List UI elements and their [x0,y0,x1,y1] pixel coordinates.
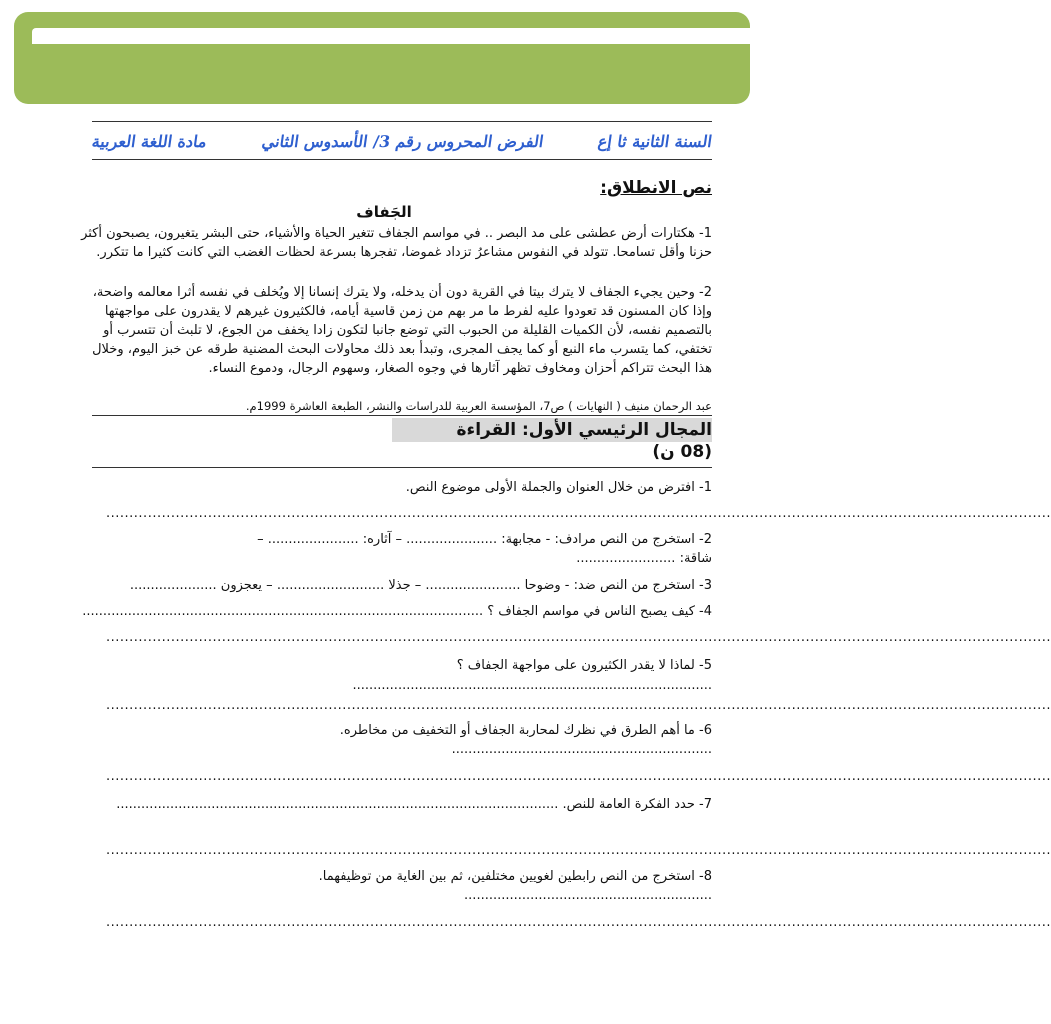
question-8: 8- استخرج من النص رابطين لغويين مختلفين، ثم بين الغاية من توظيفهما. ............................................................ [318,869,712,903]
question-3: 3- استخرج من النص ضد: - وضوحا ....................... – جذلا .......................... – يعجزون ..................... [129,578,712,593]
paragraph-2: 2- وحين يجيء الجفاف لا يترك بيتا في القرية دون أن يدخله، ولا يترك إنسانا إلا ويُخلف في نفسه أثرا معالمه واضحة، وإذا كان المسنون قد تعودوا عليه لفرط ما مر بهم من زمن قاسية أيامه، فالكثيرون غيرهم لا يقدرون على مواجهتها بالتصميم نفسه، لأن الكميات القليلة من الحبوب التي توضع جانبا لتكون زادا يخفف من الجوع، لا تلبث أن تتسرب أو تختفي، كما يتسرب ماء النبع أو كما يجف المجرى، وتبدأ بعد ذلك محاولات البحث المضنية طرقه عن خبز اليوم، وخلال هذا البحث تتراكم أحزان ومخاوف تظهر آثارها في وجوه الصغار، وسهوم الرجال، ودموع النساء. [92,285,712,376]
domain-title: المجال الرئيسي الأول: القراءة [392,418,712,442]
exam-header [92,124,712,158]
answer-line: ............................................................................................................................................................................................................ [106,769,1051,784]
answer-line: ............................................................................................................................................................................................................ [106,630,1051,645]
text-title: الجَفاف [356,203,412,221]
answer-line: ............................................................................................................................................................................................................ [106,506,1051,521]
subject-label: مادة اللغة العربية [90,131,209,151]
question-2-cont: شاقة: ........................ [576,551,712,566]
answer-line: ............................................................................................................................................................................................................ [106,843,1051,858]
text-source: عبد الرحمان منيف ( النهايات ) ص7، المؤسسة العربية للدراسات والنشر، الطبعة العاشرة 1999م. [245,399,712,413]
question-5: 5- لماذا لا يقدر الكثيرون على مواجهة الجفاف ؟ [456,658,712,673]
separator [92,415,712,416]
question-4: 4- كيف يصبح الناس في مواسم الجفاف ؟ ................................................................................................. [82,604,712,619]
exam-label: الفرض المحروس رقم 3/ الأسدوس الثاني [260,131,545,151]
question-5-dots: ....................................................................................... [352,678,712,693]
banner-inner-strip [32,28,758,44]
answer-line: ............................................................................................................................................................................................................ [106,915,1051,930]
question-1: 1- افترض من خلال العنوان والجملة الأولى موضوع النص. [405,480,712,495]
domain-points: (08 ن) [652,442,712,462]
header-bottom-rule [92,159,712,160]
separator [92,467,712,468]
level-label: السنة الثانية ثا إع [596,131,714,151]
question-2: 2- استخرج من النص مرادف: - مجابهة: ...................... – آثاره: ...................... – [257,532,712,547]
question-7: 7- حدد الفكرة العامة للنص. ........................................................................................................... [116,797,712,812]
section-heading: نص الانطلاق: [600,178,712,198]
answer-line: ............................................................................................................................................................................................................ [106,698,1051,713]
header-banner [14,12,750,104]
paragraph-1: 1- هكتارات أرض عطشى على مد البصر .. في مواسم الجفاف تتغير الحياة والأشياء، حتى البشر يتغيرون، يصبحون أكثر حزنا وأقل تسامحا. تتولد في النفوس مشاعرُ تزداد غموضا، تفجرها بسرعة لحظات الغضب التي كانت كثيرا ما تتكرر. [81,226,712,260]
question-6: 6- ما أهم الطرق في نظرك لمحاربة الجفاف أو التخفيف من مخاطره. ............................................................... [339,723,712,757]
header-top-rule [92,121,712,122]
